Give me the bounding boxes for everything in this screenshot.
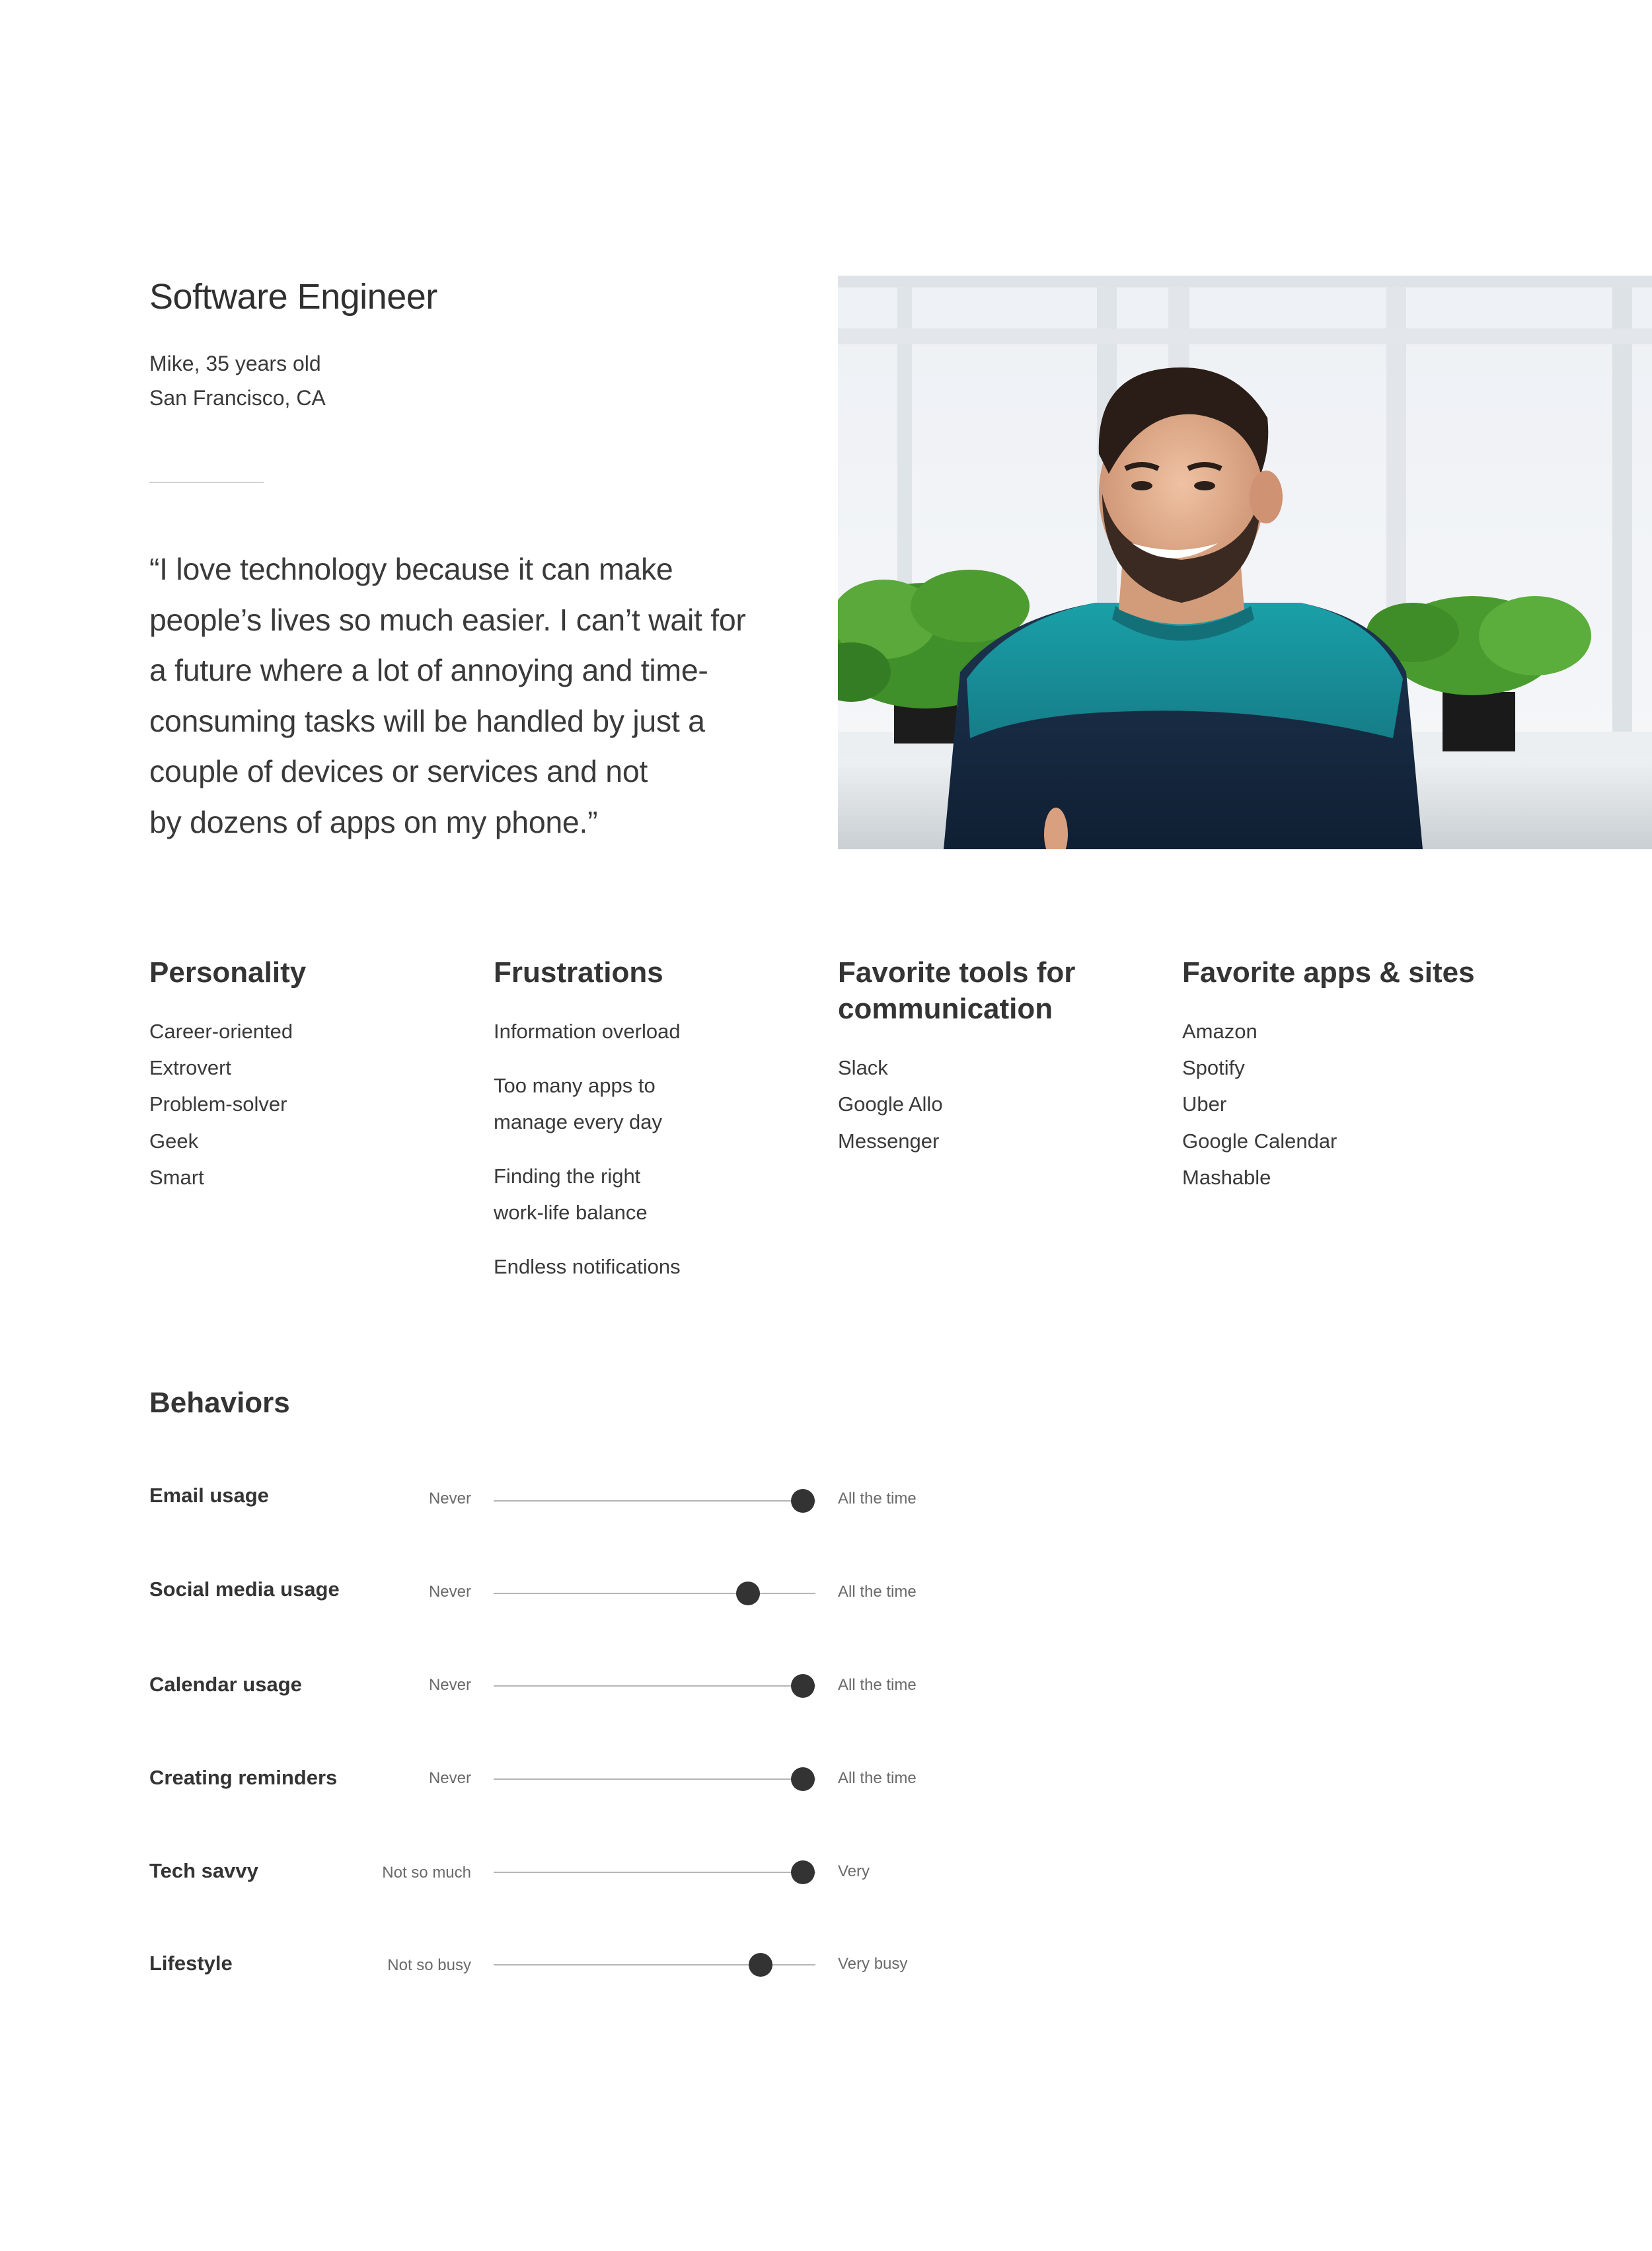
- app-item: Spotify: [1182, 1056, 1245, 1079]
- behavior-slider[interactable]: [494, 1964, 815, 1965]
- persona-location: San Francisco, CA: [149, 386, 326, 410]
- persona-name-age: Mike, 35 years old: [149, 352, 321, 375]
- behavior-slider[interactable]: [494, 1685, 815, 1687]
- quote-line: consuming tasks will be handled by just a: [149, 703, 705, 738]
- behavior-label: Calendar usage: [149, 1673, 302, 1696]
- behavior-max-label: All the time: [838, 1490, 917, 1507]
- slider-knob[interactable]: [791, 1489, 815, 1513]
- tool-item: Messenger: [838, 1129, 940, 1153]
- behavior-slider[interactable]: [494, 1778, 815, 1780]
- behavior-min-label: Not so busy: [387, 1956, 471, 1974]
- personality-heading: Personality: [149, 956, 307, 989]
- slider-knob[interactable]: [791, 1767, 815, 1791]
- personality-item: Smart: [149, 1166, 204, 1189]
- behavior-slider[interactable]: [494, 1593, 815, 1594]
- behavior-slider[interactable]: [494, 1872, 815, 1873]
- behavior-label: Email usage: [149, 1484, 269, 1507]
- apps-heading: Favorite apps & sites: [1182, 956, 1475, 989]
- frustration-item: Information overload: [494, 1020, 681, 1043]
- slider-knob[interactable]: [791, 1860, 815, 1884]
- behavior-slider[interactable]: [494, 1500, 815, 1502]
- tool-item: Slack: [838, 1056, 888, 1079]
- tools-heading-line: Favorite tools for: [838, 956, 1076, 989]
- behavior-max-label: All the time: [838, 1676, 917, 1694]
- behavior-max-label: All the time: [838, 1769, 917, 1787]
- behavior-max-label: All the time: [838, 1583, 917, 1601]
- behavior-min-label: Never: [428, 1490, 471, 1507]
- tool-item: Google Allo: [838, 1092, 943, 1116]
- personality-item: Geek: [149, 1129, 199, 1153]
- app-item: Google Calendar: [1182, 1129, 1337, 1153]
- behavior-min-label: Never: [428, 1769, 471, 1787]
- behavior-max-label: Very: [838, 1862, 870, 1880]
- quote-line: couple of devices or services and not: [149, 754, 648, 788]
- quote-line: “I love technology because it can make: [149, 552, 673, 586]
- personality-item: Problem-solver: [149, 1092, 287, 1116]
- page-title: Software Engineer: [149, 277, 437, 317]
- frustration-item: Endless notifications: [494, 1255, 681, 1278]
- divider: [149, 482, 264, 483]
- personality-item: Extrovert: [149, 1056, 232, 1079]
- slider-knob[interactable]: [736, 1582, 760, 1605]
- personality-item: Career-oriented: [149, 1020, 293, 1043]
- slider-knob[interactable]: [749, 1953, 772, 1977]
- behavior-label: Creating reminders: [149, 1766, 338, 1789]
- quote-line: a future where a lot of annoying and time-: [149, 653, 708, 687]
- app-item: Mashable: [1182, 1166, 1271, 1189]
- behavior-min-label: Never: [428, 1583, 471, 1601]
- tools-heading: [838, 954, 1075, 1027]
- frustration-item: manage every day: [494, 1110, 663, 1133]
- quote-line: by dozens of apps on my phone.”: [149, 804, 598, 839]
- frustration-item: Too many apps to: [494, 1074, 656, 1097]
- behavior-min-label: Never: [428, 1676, 471, 1694]
- frustration-item: Finding the right: [494, 1164, 641, 1188]
- tools-heading-line: communication: [838, 993, 1053, 1025]
- app-item: Amazon: [1182, 1020, 1258, 1043]
- portrait-photo-icon: [838, 276, 1652, 849]
- persona-quote: [149, 544, 830, 847]
- behavior-label: Social media usage: [149, 1578, 340, 1601]
- persona-photo: [838, 276, 1652, 849]
- slider-knob[interactable]: [791, 1674, 815, 1698]
- behavior-label: Tech savvy: [149, 1859, 258, 1882]
- behavior-max-label: Very busy: [838, 1955, 908, 1973]
- behavior-label: Lifestyle: [149, 1952, 233, 1975]
- frustrations-heading: Frustrations: [494, 956, 663, 989]
- quote-line: people’s lives so much easier. I can’t wait for: [149, 602, 746, 637]
- behavior-min-label: Not so much: [382, 1864, 471, 1882]
- app-item: Uber: [1182, 1092, 1227, 1116]
- behaviors-heading: Behaviors: [149, 1387, 290, 1419]
- frustration-item: work-life balance: [494, 1201, 648, 1224]
